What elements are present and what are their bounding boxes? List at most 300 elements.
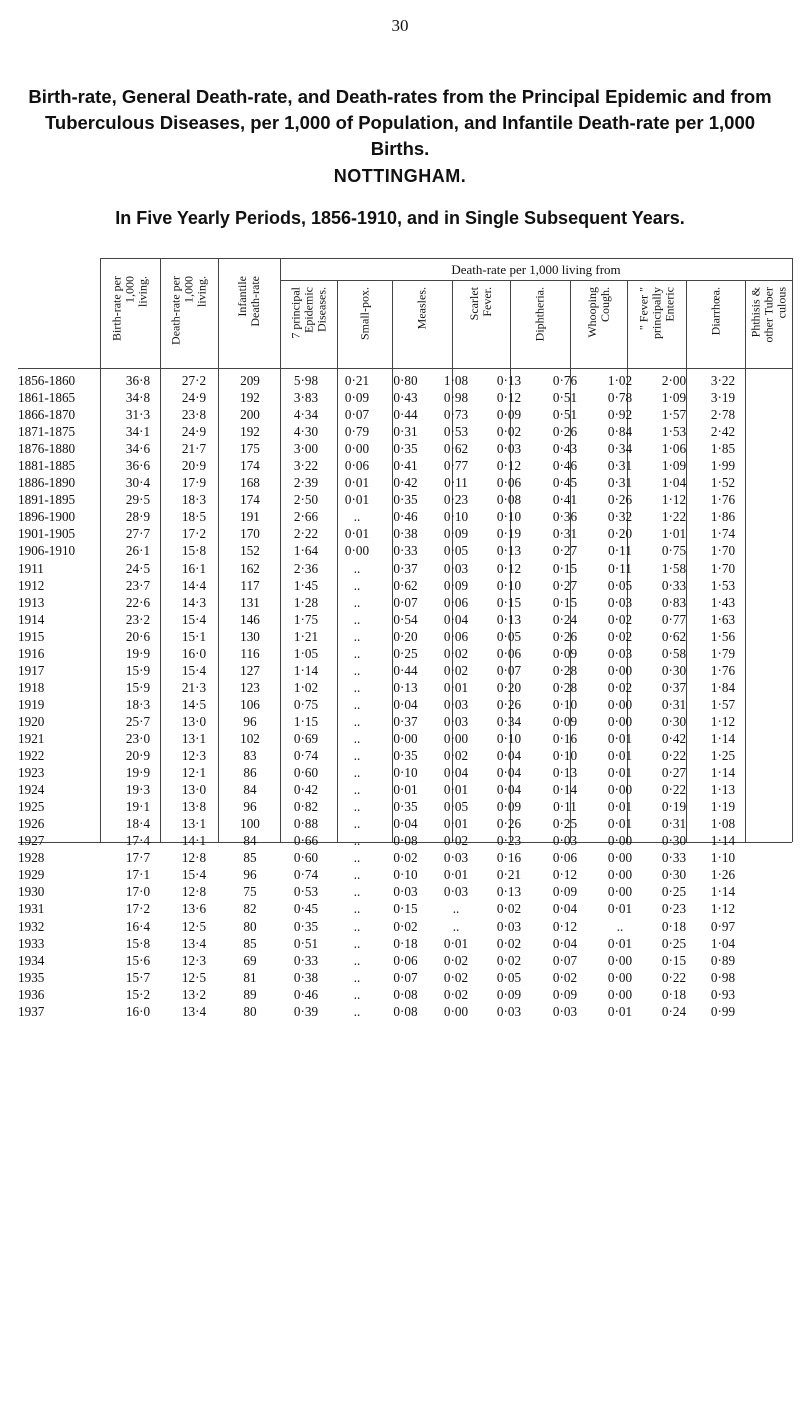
value-cell: ..: [353, 645, 361, 661]
value-cell: 0·16: [552, 730, 578, 746]
value-cell: ..: [353, 935, 361, 951]
table-row: [18, 986, 800, 1003]
value-cell: 1·02: [293, 679, 319, 695]
value-cell: 0·33: [293, 952, 319, 968]
value-cell: 84: [243, 782, 257, 798]
value-cell: ..: [353, 799, 361, 815]
value-cell: 0·03: [552, 833, 578, 849]
value-cell: 1·14: [710, 765, 736, 781]
value-cell: 0·12: [496, 560, 522, 576]
period-cell: 1876-1880: [18, 441, 76, 457]
table-top-rule: [100, 258, 792, 259]
value-cell: 0·09: [344, 390, 370, 406]
value-cell: 0·79: [344, 424, 370, 440]
value-cell: 0·00: [344, 543, 370, 559]
value-cell: 0·98: [710, 969, 736, 985]
table-row: [18, 713, 800, 730]
value-cell: 0·05: [496, 628, 522, 644]
value-cell: 0·73: [443, 407, 469, 423]
table-row: [18, 696, 800, 713]
table-row: [18, 730, 800, 747]
value-cell: 0·09: [496, 799, 522, 815]
value-cell: 0·03: [443, 850, 469, 866]
value-cell: 0·30: [661, 713, 687, 729]
value-cell: 0·20: [393, 628, 418, 644]
value-cell: 15·1: [181, 628, 207, 644]
period-cell: 1911: [18, 560, 44, 576]
value-cell: 1·63: [710, 611, 736, 627]
value-cell: 0·12: [552, 918, 578, 934]
value-cell: 0·01: [443, 935, 469, 951]
value-cell: 4·30: [293, 424, 319, 440]
value-cell: 0·04: [552, 935, 578, 951]
value-cell: 18·3: [125, 696, 151, 712]
value-cell: 1·53: [710, 577, 736, 593]
value-cell: 0·30: [661, 867, 687, 883]
value-cell: 0·06: [443, 594, 469, 610]
value-cell: 0·02: [443, 833, 469, 849]
value-cell: 0·36: [552, 509, 578, 525]
value-cell: 0·18: [661, 986, 687, 1002]
value-cell: 1·99: [710, 458, 736, 474]
value-cell: 1·64: [293, 543, 319, 559]
header-diarrhoea: Diarrhœa.: [708, 287, 722, 336]
value-cell: 1·43: [710, 594, 736, 610]
value-cell: 0·37: [661, 679, 687, 695]
period-cell: 1920: [18, 713, 45, 729]
value-cell: 0·25: [661, 884, 687, 900]
value-cell: 0·03: [496, 441, 522, 457]
value-cell: 0·06: [344, 458, 370, 474]
value-cell: 0·26: [607, 492, 633, 508]
value-cell: 0·74: [293, 867, 319, 883]
value-cell: ..: [353, 816, 361, 832]
value-cell: 0·04: [393, 816, 418, 832]
value-cell: 0·26: [552, 424, 578, 440]
value-cell: 0·34: [496, 713, 522, 729]
value-cell: 0·06: [496, 475, 522, 491]
header-whooping: Whooping Cough.: [584, 287, 612, 338]
value-cell: 29·5: [125, 492, 151, 508]
period-cell: 1921: [18, 730, 45, 746]
value-cell: 0·25: [661, 935, 687, 951]
value-cell: 1·26: [710, 867, 736, 883]
value-cell: 0·15: [661, 952, 687, 968]
value-cell: 0·00: [607, 662, 633, 678]
value-cell: 27·2: [181, 373, 207, 388]
value-cell: 0·28: [552, 662, 578, 678]
value-cell: 106: [240, 696, 260, 712]
header-measles: Measles.: [414, 287, 429, 330]
value-cell: 0·18: [393, 935, 418, 951]
header-diphtheria: Diphtheria.: [532, 287, 547, 342]
value-cell: 0·62: [661, 628, 687, 644]
value-cell: 192: [240, 390, 260, 406]
header-rule: [18, 368, 792, 369]
value-cell: 1·57: [661, 407, 687, 423]
period-cell: 1923: [18, 765, 45, 781]
value-cell: ..: [616, 918, 624, 934]
value-cell: 20·6: [125, 628, 151, 644]
value-cell: 31·3: [125, 407, 151, 423]
value-cell: 174: [240, 492, 260, 508]
value-cell: 17·1: [125, 867, 151, 883]
period-cell: 1891-1895: [18, 492, 76, 508]
value-cell: ..: [353, 952, 361, 968]
value-cell: 0·15: [496, 594, 522, 610]
header-infantile: Infantile Death-rate: [235, 276, 262, 327]
value-cell: 96: [243, 799, 257, 815]
value-cell: 12·3: [181, 748, 207, 764]
table-row: [18, 372, 800, 389]
value-cell: 80: [243, 918, 257, 934]
value-cell: 15·4: [181, 662, 207, 678]
value-cell: 12·5: [181, 969, 207, 985]
value-cell: 0·43: [393, 390, 418, 406]
value-cell: 89: [243, 986, 257, 1002]
value-cell: 0·42: [293, 782, 319, 798]
value-cell: 0·04: [552, 901, 578, 917]
value-cell: 1·12: [710, 901, 736, 917]
value-cell: 0·03: [443, 884, 469, 900]
value-cell: 0·35: [293, 918, 319, 934]
value-cell: 130: [240, 628, 260, 644]
value-cell: 123: [240, 679, 260, 695]
value-cell: 23·8: [181, 407, 207, 423]
value-cell: ..: [353, 986, 361, 1002]
value-cell: 12·8: [181, 850, 207, 866]
value-cell: 0·27: [552, 577, 578, 593]
period-cell: 1914: [18, 611, 45, 627]
table-row: [18, 423, 800, 440]
value-cell: 19·3: [125, 782, 151, 798]
value-cell: 0·02: [443, 662, 469, 678]
value-cell: 0·74: [293, 748, 319, 764]
value-cell: 3·22: [710, 373, 736, 388]
table-row: [18, 508, 800, 525]
value-cell: 0·07: [496, 662, 522, 678]
value-cell: 0·30: [661, 833, 687, 849]
value-cell: 100: [240, 816, 260, 832]
value-cell: ..: [353, 713, 361, 729]
value-cell: 0·05: [443, 543, 469, 559]
value-cell: 0·10: [393, 765, 418, 781]
value-cell: 0·15: [552, 560, 578, 576]
value-cell: 13·4: [181, 1003, 207, 1019]
period-cell: 1912: [18, 577, 45, 593]
value-cell: 13·0: [181, 713, 207, 729]
value-cell: 16·0: [181, 645, 207, 661]
value-cell: 0·78: [607, 390, 633, 406]
value-cell: 209: [240, 373, 260, 388]
value-cell: 0·07: [344, 407, 370, 423]
table-row: [18, 969, 800, 986]
value-cell: 23·7: [125, 577, 151, 593]
value-cell: 1·75: [293, 611, 319, 627]
value-cell: 0·09: [552, 986, 578, 1002]
period-cell: 1926: [18, 816, 45, 832]
value-cell: 0·13: [496, 884, 522, 900]
value-cell: 1·06: [661, 441, 687, 457]
value-cell: 1·12: [710, 713, 736, 729]
value-cell: 0·37: [393, 713, 418, 729]
value-cell: 0·04: [496, 782, 522, 798]
table-row: [18, 900, 800, 917]
value-cell: 0·01: [607, 816, 633, 832]
value-cell: 117: [240, 577, 260, 593]
value-cell: 0·01: [607, 748, 633, 764]
value-cell: 0·62: [393, 577, 418, 593]
value-cell: 15·4: [181, 611, 207, 627]
header-smallpox: Small-pox.: [357, 287, 371, 340]
value-cell: 1·70: [710, 543, 736, 559]
value-cell: 0·09: [552, 884, 578, 900]
value-cell: 22·6: [125, 594, 151, 610]
value-cell: 0·46: [552, 458, 578, 474]
value-cell: 0·10: [496, 577, 522, 593]
value-cell: 0·19: [496, 526, 522, 542]
value-cell: 25·7: [125, 713, 151, 729]
value-cell: 0·35: [393, 492, 418, 508]
value-cell: ..: [353, 833, 361, 849]
value-cell: 0·06: [443, 628, 469, 644]
value-cell: ..: [353, 765, 361, 781]
period-cell: 1931: [18, 901, 45, 917]
value-cell: 24·9: [181, 390, 207, 406]
value-cell: 0·54: [393, 611, 418, 627]
value-cell: 0·01: [443, 782, 469, 798]
value-cell: 0·76: [552, 373, 578, 388]
value-cell: 1·15: [293, 713, 319, 729]
value-cell: 0·51: [293, 935, 319, 951]
value-cell: 0·58: [661, 645, 687, 661]
value-cell: 0·02: [496, 424, 522, 440]
value-cell: 96: [243, 713, 257, 729]
value-cell: 19·9: [125, 645, 151, 661]
value-cell: 0·08: [393, 1003, 418, 1019]
value-cell: 0·01: [607, 935, 633, 951]
table-row: [18, 883, 800, 900]
value-cell: 1·84: [710, 679, 736, 695]
header-scarlet: Scarlet Fever.: [467, 287, 494, 321]
value-cell: 0·92: [607, 407, 633, 423]
value-cell: 0·24: [661, 1003, 687, 1019]
value-cell: 0·46: [393, 509, 418, 525]
value-cell: ..: [353, 560, 361, 576]
value-cell: 0·62: [443, 441, 469, 457]
table-row: [18, 560, 800, 577]
value-cell: 3·19: [710, 390, 736, 406]
table-row: [18, 764, 800, 781]
value-cell: 0·28: [552, 679, 578, 695]
value-cell: 0·51: [552, 407, 578, 423]
group-rule: [280, 280, 792, 281]
period-cell: 1936: [18, 986, 45, 1002]
value-cell: 0·02: [443, 645, 469, 661]
value-cell: 0·03: [443, 713, 469, 729]
value-cell: 0·13: [496, 543, 522, 559]
value-cell: 1·86: [710, 509, 736, 525]
value-cell: 85: [243, 850, 257, 866]
table-row: [18, 440, 800, 457]
value-cell: 0·01: [344, 475, 370, 491]
page-title: Birth-rate, General Death-rate, and Death-rates from the Principal Epidemic and from Tuberculous Diseases, per 1,000 of Population, and Infantile Death-rate per 1,000 Births.: [28, 86, 772, 159]
value-cell: 162: [240, 560, 260, 576]
table-row: [18, 849, 800, 866]
table-row: [18, 406, 800, 423]
value-cell: 0·19: [661, 799, 687, 815]
value-cell: 1·13: [710, 782, 736, 798]
value-cell: 0·01: [344, 492, 370, 508]
table-row: [18, 525, 800, 542]
header-birth-rate: Birth-rate per 1,000 living.: [109, 276, 150, 341]
value-cell: 2·50: [293, 492, 319, 508]
period-cell: 1935: [18, 969, 45, 985]
value-cell: 0·26: [496, 696, 522, 712]
value-cell: ..: [353, 867, 361, 883]
value-cell: 23·2: [125, 611, 151, 627]
value-cell: 18·3: [181, 492, 207, 508]
period-cell: 1861-1865: [18, 390, 76, 406]
value-cell: 0·45: [293, 901, 319, 917]
period-cell: 1924: [18, 782, 45, 798]
table-row: [18, 645, 800, 662]
value-cell: 0·01: [344, 526, 370, 542]
value-cell: 0·83: [661, 594, 687, 610]
value-cell: 168: [240, 475, 260, 491]
value-cell: 0·06: [552, 850, 578, 866]
value-cell: 0·99: [710, 1003, 736, 1019]
value-cell: ..: [452, 901, 460, 917]
value-cell: 0·22: [661, 969, 687, 985]
value-cell: 1·09: [661, 390, 687, 406]
value-cell: 0·12: [552, 867, 578, 883]
value-cell: 0·03: [496, 1003, 522, 1019]
value-cell: 0·34: [607, 441, 633, 457]
value-cell: 0·01: [607, 901, 633, 917]
value-cell: 0·18: [661, 918, 687, 934]
value-cell: 17·2: [125, 901, 151, 917]
value-cell: 0·02: [443, 748, 469, 764]
value-cell: 0·75: [661, 543, 687, 559]
value-cell: 24·9: [181, 424, 207, 440]
value-cell: 14·4: [181, 577, 207, 593]
value-cell: 0·04: [496, 765, 522, 781]
value-cell: 0·20: [607, 526, 633, 542]
value-cell: 1·76: [710, 492, 736, 508]
value-cell: 0·02: [496, 952, 522, 968]
value-cell: 69: [243, 952, 257, 968]
value-cell: 0·03: [443, 560, 469, 576]
value-cell: 0·35: [393, 799, 418, 815]
value-cell: 80: [243, 1003, 257, 1019]
period-cell: 1927: [18, 833, 45, 849]
value-cell: 0·07: [393, 969, 418, 985]
value-cell: ..: [353, 918, 361, 934]
value-cell: ..: [353, 782, 361, 798]
value-cell: 0·69: [293, 730, 319, 746]
value-cell: 0·02: [607, 679, 633, 695]
value-cell: 14·1: [181, 833, 207, 849]
value-cell: ..: [353, 509, 361, 525]
value-cell: 0·33: [661, 850, 687, 866]
table-row: [18, 1003, 800, 1020]
value-cell: 0·01: [393, 782, 418, 798]
value-cell: 86: [243, 765, 257, 781]
value-cell: 17·4: [125, 833, 151, 849]
value-cell: 85: [243, 935, 257, 951]
value-cell: 2·66: [293, 509, 319, 525]
value-cell: 0·00: [393, 730, 418, 746]
value-cell: 0·21: [344, 373, 370, 388]
value-cell: 1·04: [710, 935, 736, 951]
value-cell: 20·9: [125, 748, 151, 764]
value-cell: 0·03: [607, 594, 633, 610]
table-row: [18, 611, 800, 628]
period-cell: 1929: [18, 867, 45, 883]
value-cell: 14·3: [181, 594, 207, 610]
value-cell: 15·6: [125, 952, 151, 968]
value-cell: 0·13: [496, 611, 522, 627]
value-cell: 3·00: [293, 441, 319, 457]
value-cell: 15·2: [125, 986, 151, 1002]
value-cell: 17·9: [181, 475, 207, 491]
value-cell: ..: [353, 748, 361, 764]
value-cell: 15·9: [125, 679, 151, 695]
value-cell: 0·89: [710, 952, 736, 968]
value-cell: 1·08: [443, 373, 469, 388]
period-cell: 1881-1885: [18, 458, 76, 474]
value-cell: 0·03: [443, 696, 469, 712]
value-cell: 0·41: [552, 492, 578, 508]
value-cell: 12·8: [181, 884, 207, 900]
value-cell: 0·10: [496, 730, 522, 746]
period-cell: 1925: [18, 799, 45, 815]
value-cell: 20·9: [181, 458, 207, 474]
value-cell: 0·00: [443, 730, 469, 746]
value-cell: ..: [353, 1003, 361, 1019]
value-cell: 0·53: [443, 424, 469, 440]
value-cell: ..: [353, 628, 361, 644]
value-cell: 23·0: [125, 730, 151, 746]
value-cell: 21·7: [181, 441, 207, 457]
table-row: [18, 798, 800, 815]
value-cell: 1·74: [710, 526, 736, 542]
value-cell: 34·6: [125, 441, 151, 457]
period-cell: 1933: [18, 935, 45, 951]
value-cell: 0·44: [393, 407, 418, 423]
value-cell: 0·04: [443, 765, 469, 781]
value-cell: 16·1: [181, 560, 207, 576]
value-cell: 96: [243, 867, 257, 883]
value-cell: 1·53: [661, 424, 687, 440]
table-row: [18, 918, 800, 935]
value-cell: 0·35: [393, 441, 418, 457]
group-header: Death-rate per 1,000 living from: [451, 262, 621, 277]
period-cell: 1919: [18, 696, 45, 712]
table-row: [18, 866, 800, 883]
value-cell: 0·10: [552, 748, 578, 764]
value-cell: 1·79: [710, 645, 736, 661]
value-cell: 0·03: [607, 645, 633, 661]
period-cell: 1913: [18, 594, 45, 610]
value-cell: 0·01: [443, 816, 469, 832]
value-cell: 0·02: [607, 628, 633, 644]
period-cell: 1915: [18, 628, 45, 644]
value-cell: 0·02: [393, 918, 418, 934]
value-cell: 28·9: [125, 509, 151, 525]
value-cell: 116: [240, 645, 260, 661]
